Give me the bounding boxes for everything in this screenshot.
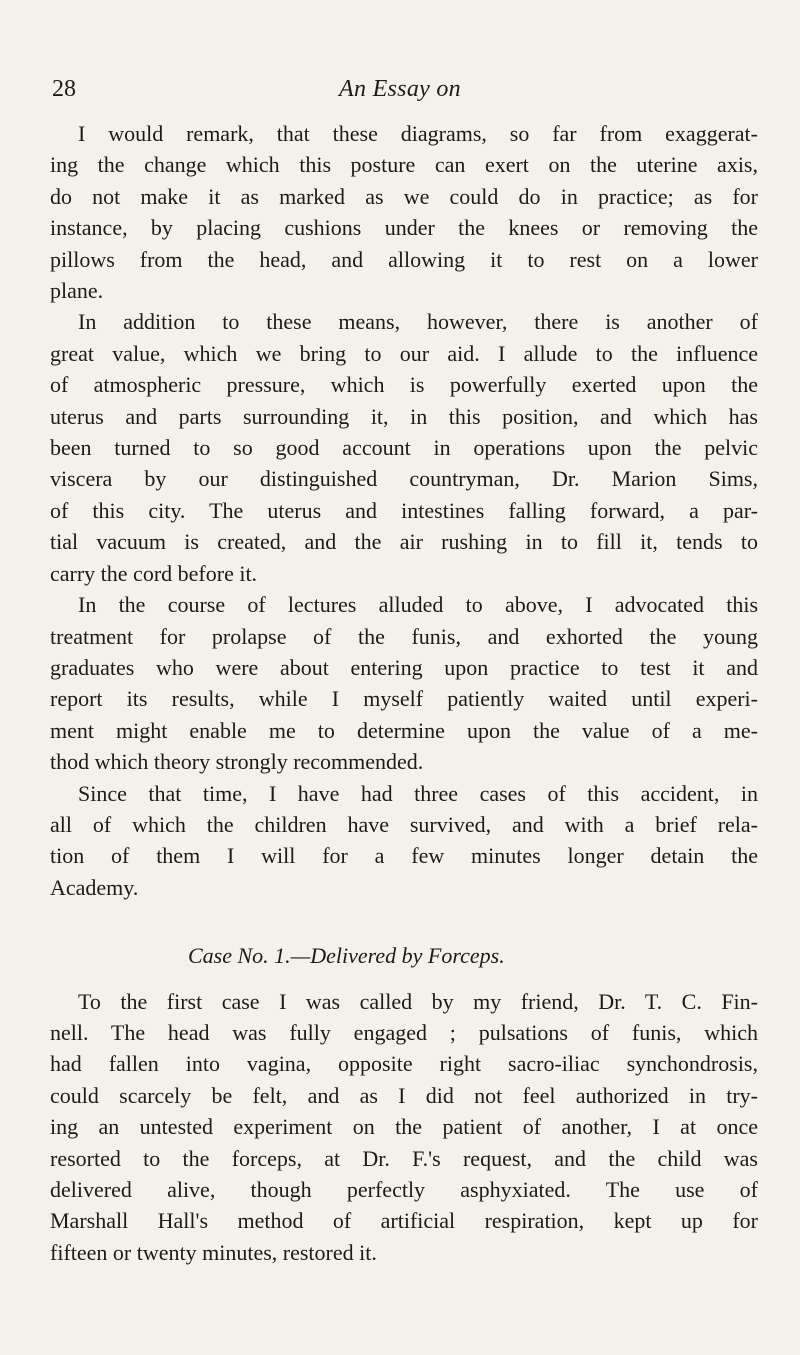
text-line: carry the cord before it. [50,560,258,586]
text-line: ing the change which this posture can exert on the uterine axis, [50,152,758,178]
running-title: An Essay on [339,76,461,102]
text-line: uterus and parts surrounding it, in this position, and which has [50,403,758,429]
text-line: been turned to so good account in operations upon the pelvic [50,435,758,461]
text-line: Academy. [50,874,139,900]
text-line: delivered alive, though perfectly asphyxiated. The use of [50,1177,758,1202]
text-line: nell. The head was fully engaged ; pulsations of funis, which [50,1019,758,1045]
text-line: tion of them I will for a few minutes longer detain the [50,843,758,869]
text-line: In the course of lectures alluded to above, I advocated this [78,592,758,618]
text-line: treatment for prolapse of the funis, and exhorted the young [50,623,758,649]
text-line: of this city. The uterus and intestines falling forward, a par- [50,497,758,523]
text-line: pillows from the head, and allowing it to rest on a lower [50,246,758,272]
text-line: do not make it as marked as we could do in practice; as for [50,183,758,209]
page-number: 28 [52,76,76,102]
case-heading: Case No. 1.—Delivered by Forceps. [188,943,505,969]
text-line: instance, by placing cushions under the knees or removing the [50,215,758,241]
text-line: fifteen or twenty minutes, restored it. [50,1239,377,1265]
text-line: report its results, while I myself patiently waited until experi- [50,686,758,712]
text-line: resorted to the forceps, at Dr. F.'s request, and the child was [50,1145,758,1171]
text-line: plane. [50,278,104,304]
text-line: ing an untested experiment on the patient of another, I at once [50,1114,758,1140]
text-line: thod which theory strongly recommended. [50,749,424,775]
text-line: graduates who were about entering upon practice to test it and [50,654,758,680]
text-line: of atmospheric pressure, which is powerfully exerted upon the [50,372,758,398]
text-line: tial vacuum is created, and the air rushing in to fill it, tends to [50,529,758,555]
text-line: Marshall Hall's method of artificial respiration, kept up for [50,1208,758,1234]
text-line: Since that time, I have had three cases of this accident, in [78,780,758,806]
body-text [50,118,758,1268]
text-line: ment might enable me to determine upon the value of a me- [50,717,758,743]
text-line: viscera by our distinguished countryman, Dr. Marion Sims, [50,466,758,492]
text-line: had fallen into vagina, opposite right sacro-iliac synchondrosis, [50,1051,758,1077]
text-line: great value, which we bring to our aid. I allude to the influence [50,340,758,366]
text-line: To the first case I was called by my friend, Dr. T. C. Fin- [78,988,758,1014]
text-line: could scarcely be felt, and as I did not feel authorized in try- [50,1082,758,1108]
text-line: In addition to these means, however, there is another of [78,309,758,335]
text-line: all of which the children have survived, and with a brief rela- [50,811,758,837]
text-line: I would remark, that these diagrams, so far from exaggerat- [78,121,758,146]
running-head [52,72,748,106]
